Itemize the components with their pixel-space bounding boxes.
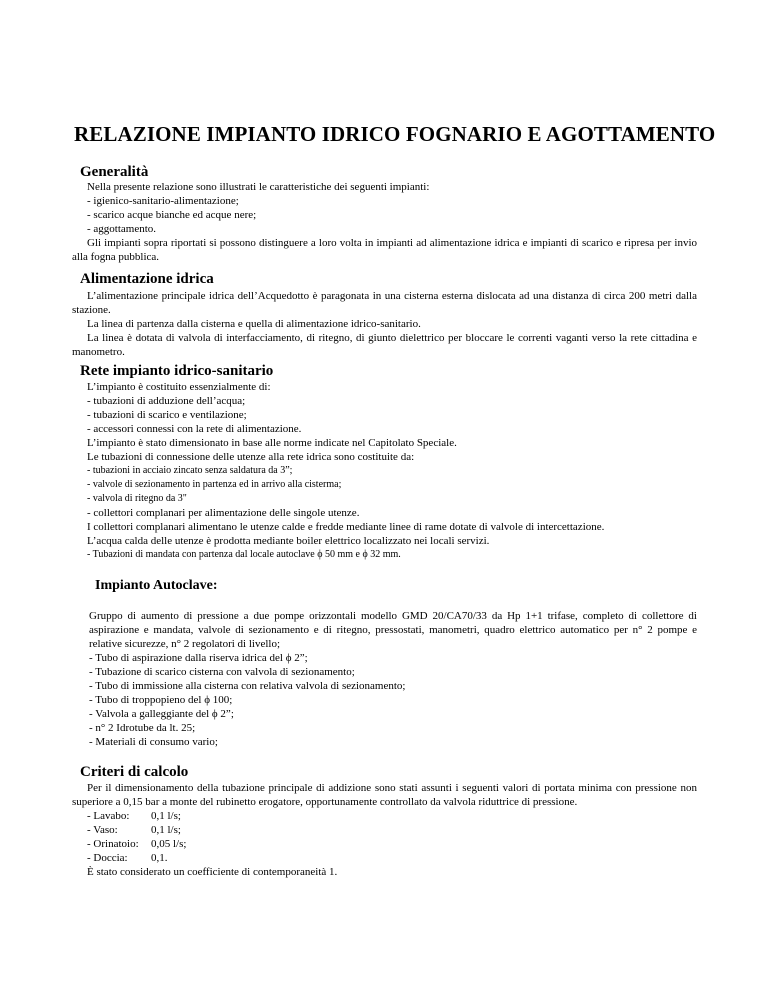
item-value: 0,1 l/s; [151,810,181,822]
text-line: La linea di partenza dalla cisterna e quella di alimentazione idrico-sanitario. [87,318,421,330]
item-label: - Doccia: [87,852,128,864]
paragraph: Gli impianti sopra riportati si possono distinguere a loro volta in impianti ad alimentazione idrica e impianti di scarico e ripresa per invio alla fogna pubblica. [72,237,697,263]
page-title: RELAZIONE IMPIANTO IDRICO FOGNARIO E AGOTTAMENTO [74,122,716,146]
text-line: L’impianto è costituito essenzialmente di: [87,381,271,393]
text-line: - Materiali di consumo vario; [89,736,218,748]
item-label: - Lavabo: [87,810,130,822]
list-item [87,837,186,851]
text-line: - tubazioni in acciaio zincato senza saldatura da 3”; [87,465,293,476]
text-line: - Tubo di immissione alla cisterna con relativa valvola di sezionamento; [89,680,406,692]
list-item [87,851,168,865]
text-line: - aggottamento. [87,223,157,235]
heading-rete: Rete impianto idrico-sanitario [80,363,274,379]
heading-autoclave: Impianto Autoclave: [95,578,218,593]
text-line: È stato considerato un coefficiente di contemporaneità 1. [87,866,338,878]
list-item [87,809,181,823]
heading-generalita: Generalità [80,164,149,180]
text-line: L’impianto è stato dimensionato in base alle norme indicate nel Capitolato Speciale. [87,437,457,449]
text-line: - n° 2 Idrotube da lt. 25; [89,722,196,734]
text-line: I collettori complanari alimentano le utenze calde e fredde mediante linee di rame dotate di valvole di intercettazione. [87,521,605,533]
text-line: - scarico acque bianche ed acque nere; [87,209,257,221]
paragraph: L’alimentazione principale idrica dell’Acquedotto è paragonata in una cisterna esterna dislocata ad una distanza di circa 200 metri dalla stazione. [72,290,697,316]
text-line: - accessori connessi con la rete di alimentazione. [87,423,302,435]
text-line: - igienico-sanitario-alimentazione; [87,195,239,207]
paragraph: Per il dimensionamento della tubazione principale di addizione sono stati assunti i seguenti valori di portata minima con pressione non superiore a 0,15 bar a monte del rubinetto erogatore, opportunamente controllato da valvola riduttrice di pressione. [72,782,697,808]
heading-criteri: Criteri di calcolo [80,764,189,780]
text-line: - Valvola a galleggiante del ϕ 2”; [89,708,234,720]
text-line: - Tubo di troppopieno del ϕ 100; [89,694,233,706]
text-line: - Tubazioni di mandata con partenza dal locale autoclave ϕ 50 mm e ϕ 32 mm. [87,549,401,560]
item-label: - Orinatoio: [87,838,139,850]
text-line: - valvole di sezionamento in partenza ed in arrivo alla cisterma; [87,479,342,490]
text-line: L’acqua calda delle utenze è prodotta mediante boiler elettrico localizzato nei locali servizi. [87,535,490,547]
paragraph: Gruppo di aumento di pressione a due pompe orizzontali modello GMD 20/CA70/33 da Hp 1+1 trifase, completo di collettore di aspirazione e mandata, valvole di sezionamento e di ritegno, pressostati, manometri, quadro elettrico automatico per n° 2 pompe e relative sicurezze, n° 2 regolatori di livello; [89,610,697,650]
text-line: - tubazioni di adduzione dell’acqua; [87,395,246,407]
item-value: 0,05 l/s; [151,838,187,850]
text-line: - Tubazione di scarico cisterna con valvola di sezionamento; [89,666,355,678]
text-line: - valvola di ritegno da 3" [87,493,187,504]
text-line: Le tubazioni di connessione delle utenze alla rete idrica sono costituite da: [87,451,415,463]
item-value: 0,1. [151,852,168,864]
text-line: - Tubo di aspirazione dalla riserva idrica del ϕ 2”; [89,652,308,664]
item-label: - Vaso: [87,824,118,836]
text-line: Nella presente relazione sono illustrati le caratteristiche dei seguenti impianti: [87,181,430,193]
text-line: - collettori complanari per alimentazione delle singole utenze. [87,507,360,519]
list-item [87,823,181,837]
item-value: 0,1 l/s; [151,824,181,836]
paragraph: La linea è dotata di valvola di interfacciamento, di ritegno, di giunto dielettrico per bloccare le correnti vaganti verso la rete cittadina e manometro. [72,332,697,358]
text-line: - tubazioni di scarico e ventilazione; [87,409,247,421]
heading-alimentazione: Alimentazione idrica [80,271,214,287]
